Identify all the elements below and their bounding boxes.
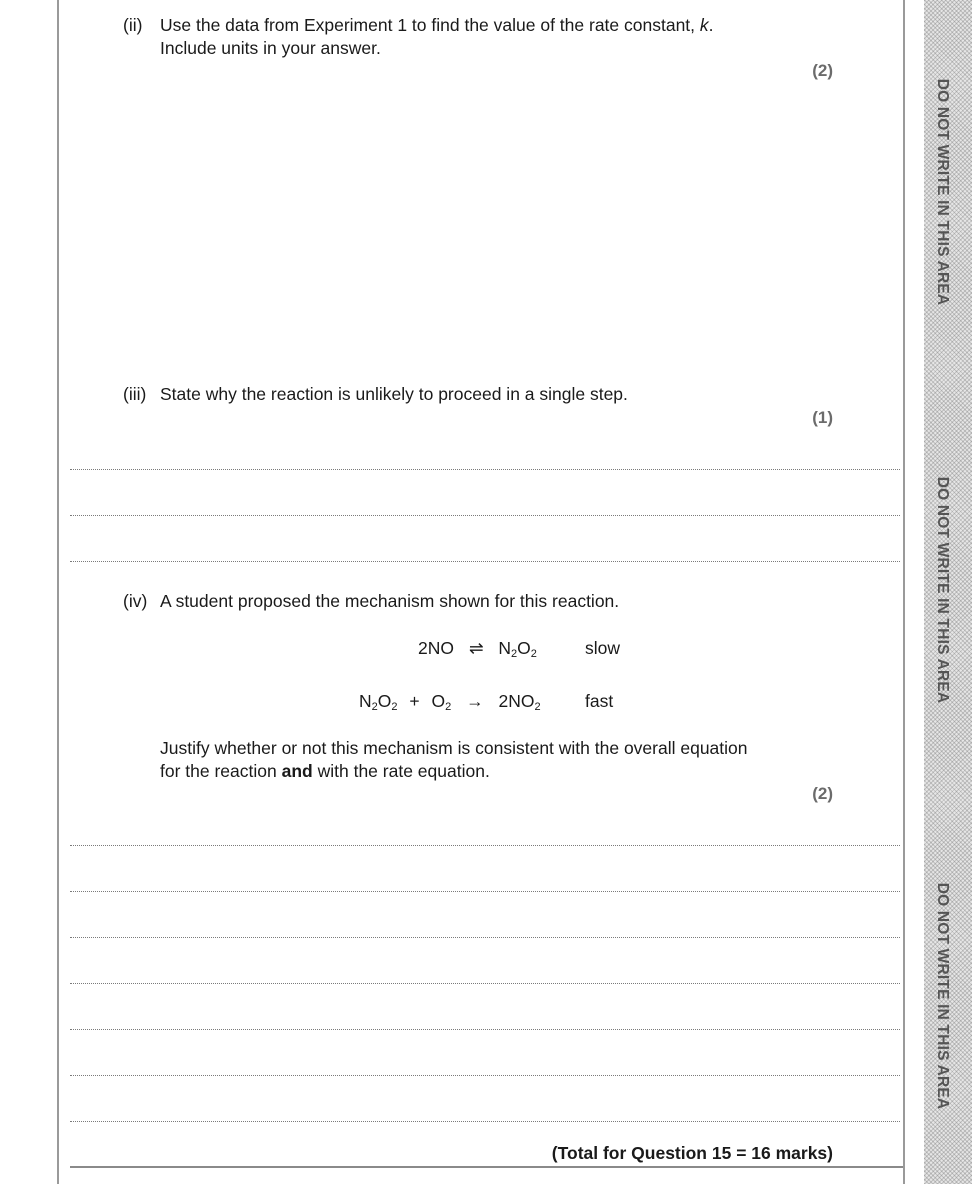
equilibrium-arrow-icon: ⇌ <box>468 638 484 658</box>
reaction-arrow-icon: → <box>466 691 484 711</box>
question-text <box>160 14 714 37</box>
question-text-part: for the reaction <box>160 761 277 781</box>
mechanism-step-1 <box>418 637 537 666</box>
marks-label: (1) <box>812 408 833 427</box>
question-number: (iii) <box>123 384 147 404</box>
subscript: 2 <box>391 701 398 713</box>
step-speed-label: slow <box>585 638 621 658</box>
equation-term: N <box>498 638 512 658</box>
subscript: 2 <box>445 701 452 713</box>
marks-label: (2) <box>812 61 833 80</box>
page-border-right <box>903 0 905 1184</box>
answer-line[interactable] <box>70 1029 900 1030</box>
italic-symbol: k <box>699 15 709 35</box>
question-text: State why the reaction is unlikely to proceed in a single step. <box>160 384 628 404</box>
question-total: (Total for Question 15 = 16 marks) <box>551 1143 833 1163</box>
answer-line[interactable] <box>70 515 900 516</box>
question-text: A student proposed the mechanism shown for this reaction. <box>160 591 620 611</box>
subscript: 2 <box>530 648 537 660</box>
justify-text-line1: Justify whether or not this mechanism is consistent with the overall equation <box>160 738 748 758</box>
subscript: 2 <box>534 701 541 713</box>
marks-label: (2) <box>812 784 833 803</box>
justify-text-line2 <box>160 760 490 783</box>
equation-term: O <box>377 691 392 711</box>
question-number: (iv) <box>123 591 148 611</box>
equation-term: 2NO <box>418 638 454 658</box>
answer-line[interactable] <box>70 1121 900 1122</box>
plus-sign: + <box>409 691 420 711</box>
answer-line[interactable] <box>70 561 900 562</box>
step-speed-label: fast <box>585 691 614 711</box>
equation-term: N <box>359 691 372 711</box>
question-text-part: with the rate equation. <box>317 761 490 781</box>
margin-warning-label: DO NOT WRITE IN THIS AREA <box>934 476 951 704</box>
margin-warning-label: DO NOT WRITE IN THIS AREA <box>934 882 951 1110</box>
equation-term: 2NO <box>498 691 535 711</box>
subscript: 2 <box>371 701 378 713</box>
mechanism-step-2 <box>359 690 541 719</box>
answer-line[interactable] <box>70 983 900 984</box>
equation-term: O <box>517 638 531 658</box>
answer-line[interactable] <box>70 845 900 846</box>
question-text-line2: Include units in your answer. <box>160 38 381 58</box>
question-text-part: Use the data from Experiment 1 to find the value of the rate constant, <box>160 15 696 35</box>
equation-term: O <box>431 691 446 711</box>
page-border-left <box>57 0 59 1184</box>
question-number: (ii) <box>123 15 143 35</box>
answer-line[interactable] <box>70 1075 900 1076</box>
margin-warning-label: DO NOT WRITE IN THIS AREA <box>934 78 951 306</box>
subscript: 2 <box>511 648 518 660</box>
answer-line[interactable] <box>70 469 900 470</box>
total-rule <box>70 1166 903 1168</box>
question-text-part: . <box>708 15 714 35</box>
answer-line[interactable] <box>70 891 900 892</box>
answer-line[interactable] <box>70 937 900 938</box>
bold-keyword: and <box>281 761 313 781</box>
